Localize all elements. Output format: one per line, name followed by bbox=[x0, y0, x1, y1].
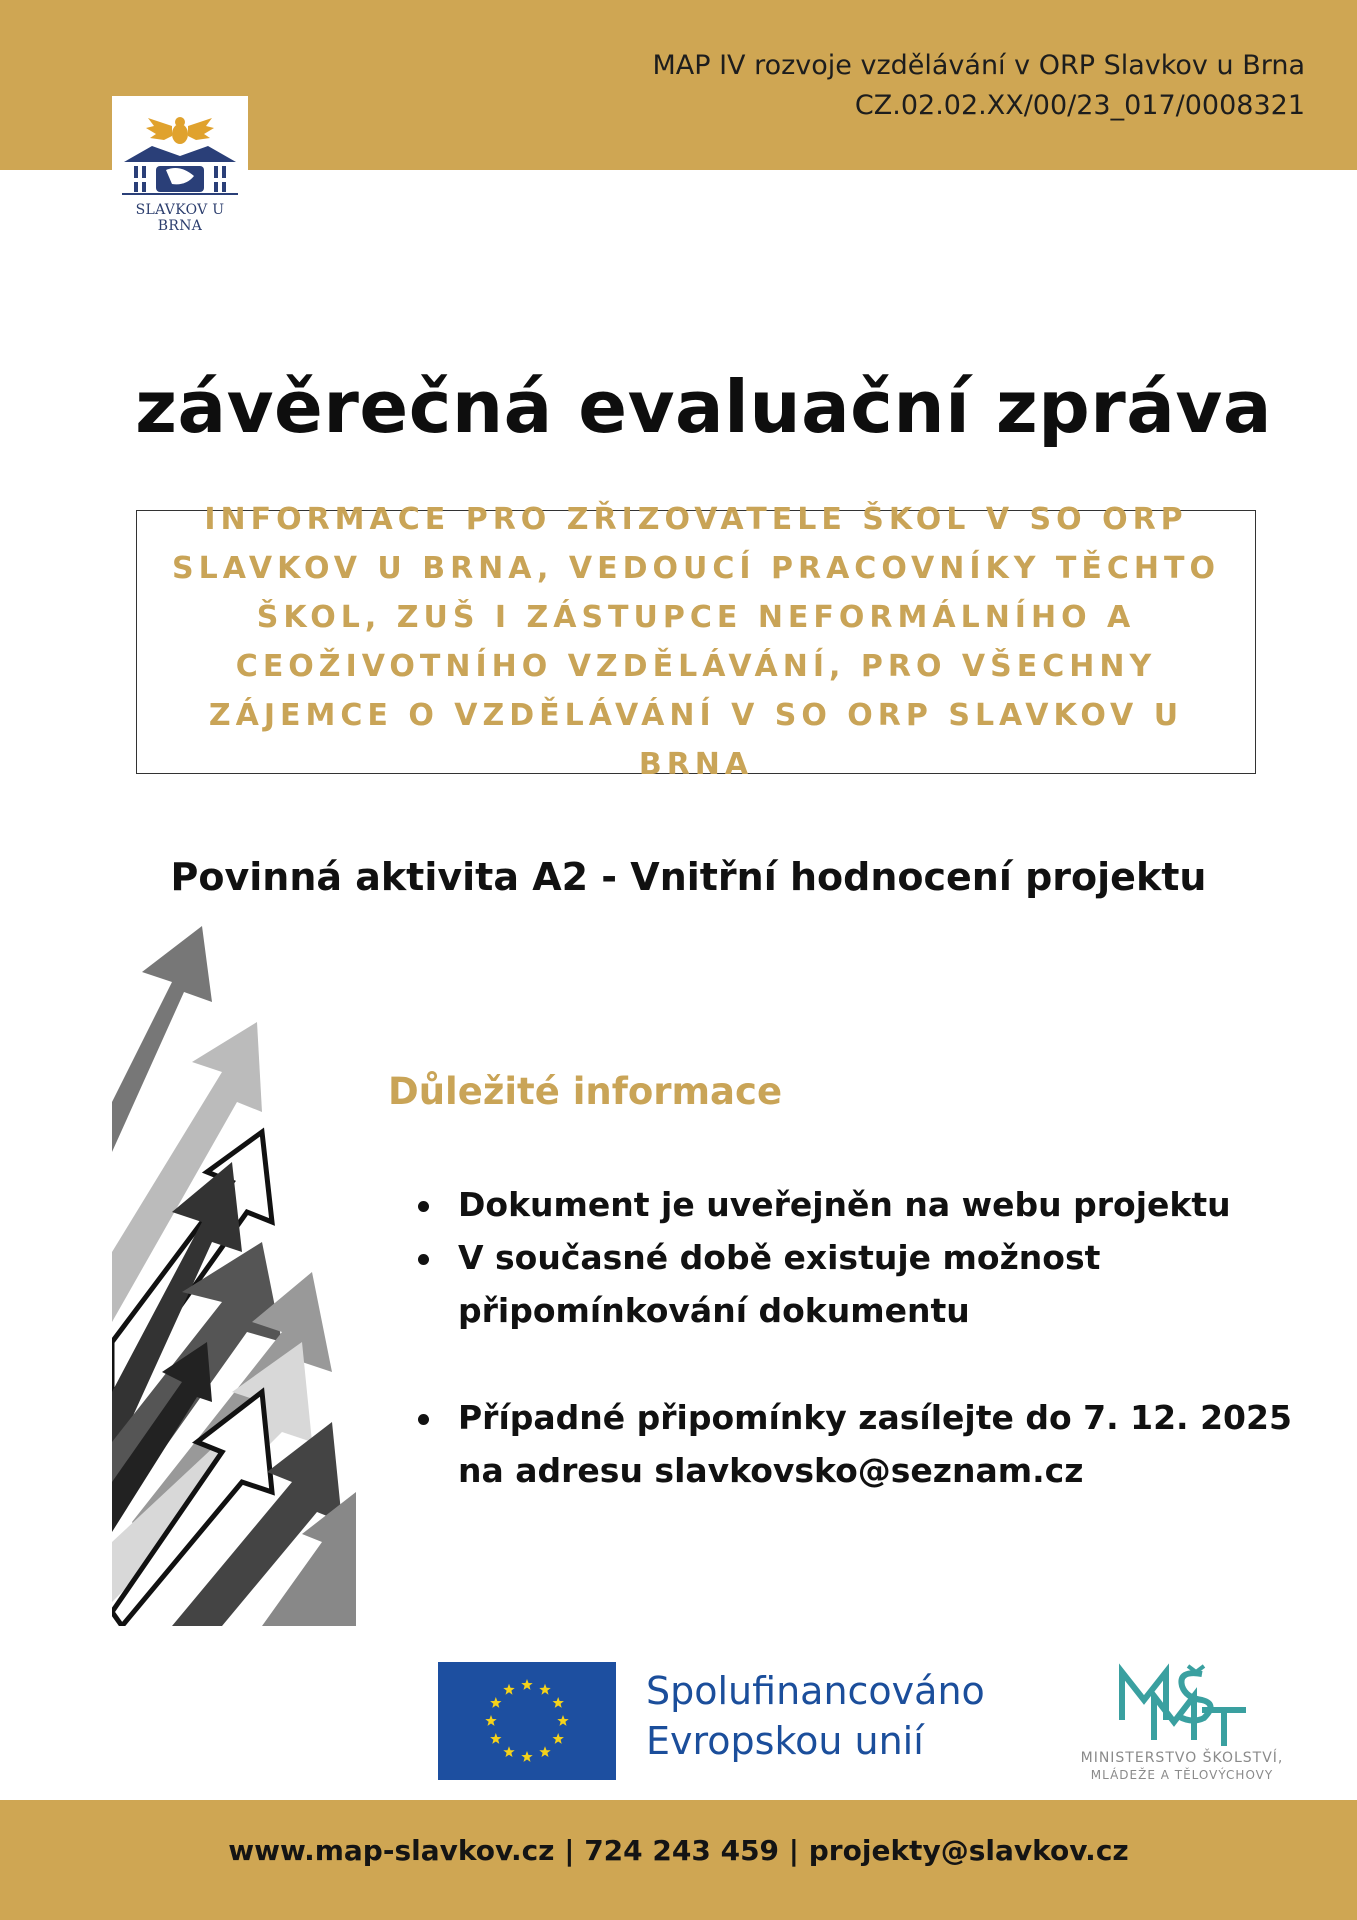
msmt-monogram-icon bbox=[1052, 1660, 1312, 1750]
audience-text: INFORMACE PRO ZŘIZOVATELE ŠKOL V SO ORP SLAVKOV U BRNA, VEDOUCÍ PRACOVNÍKY TĚCHTO ŠKOL, ZUŠ I ZÁSTUPCE NEFORMÁLNÍHO A CEOŽIVOTNÍHO VZDĚLÁVÁNÍ, PRO VŠECHNY ZÁJEMCE O VZDĚLÁVÁNÍ V SO ORP SLAVKOV U BRNA bbox=[172, 502, 1220, 782]
list-item: Dokument je uveřejněn na webu projektu bbox=[418, 1178, 1318, 1231]
eu-line-2: Evropskou unií bbox=[646, 1719, 924, 1763]
arrows-illustration bbox=[112, 922, 356, 1626]
footer-contacts: www.map-slavkov.cz | 724 243 459 | projekty@slavkov.cz bbox=[228, 1834, 1129, 1867]
project-name: MAP IV rozvoje vzdělávání v ORP Slavkov u Brna bbox=[652, 50, 1305, 81]
eagle-castle-icon bbox=[112, 96, 248, 200]
eu-flag-icon bbox=[438, 1662, 616, 1780]
project-info bbox=[652, 46, 1305, 126]
activity-title: Povinná aktivita A2 - Vnitřní hodnocení projektu bbox=[170, 855, 1207, 899]
eu-line-1: Spolufinancováno bbox=[646, 1669, 985, 1713]
important-list bbox=[418, 1178, 1318, 1497]
list-item: Případné připomínky zasílejte do 7. 12. 2025 na adresu slavkovsko@seznam.cz bbox=[418, 1391, 1318, 1497]
town-logo bbox=[112, 96, 248, 234]
ministry-name-2: MLÁDEŽE A TĚLOVÝCHOVY bbox=[1090, 1768, 1274, 1782]
list-item: V současné době existuje možnost připomínkování dokumentu bbox=[418, 1231, 1318, 1337]
page-title: závěrečná evaluační zpráva bbox=[135, 365, 1272, 449]
logo-caption: SLAVKOV U BRNA bbox=[135, 202, 225, 234]
registration-number: CZ.02.02.XX/00/23_017/0008321 bbox=[854, 90, 1305, 121]
ministry-logo bbox=[1052, 1660, 1312, 1786]
ministry-name-1: MINISTERSTVO ŠKOLSTVÍ, bbox=[1080, 1750, 1284, 1766]
audience-box bbox=[136, 502, 1256, 782]
important-heading: Důležité informace bbox=[388, 1070, 783, 1113]
eu-cofinancing-label bbox=[646, 1666, 985, 1766]
